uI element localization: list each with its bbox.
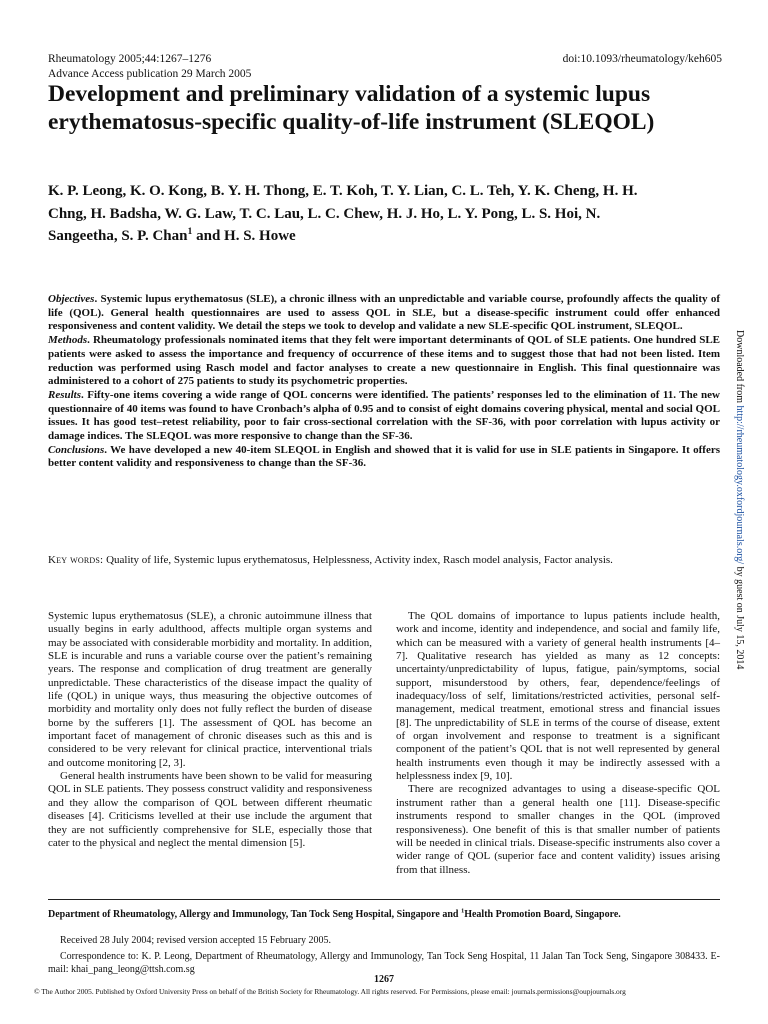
keywords-label: Key words: bbox=[48, 554, 104, 566]
body-paragraph: Systemic lupus erythematosus (SLE), a chronic autoimmune illness that usually begins in early adulthood, affects multiple organ systems and may be associated with considerable morbidity and mortality. In addition, SLE is incurable and runs a variable course over the patient’s remaining years. The response and complication of drug treatment are generally unpredictable. These characteristics of the disease impact the quality of life (QOL) in unique ways, thus measuring the objective outcomes of morbidity and mortality only does not fully reflect the burden of disease borne by the sufferers [1]. The assessment of QOL has become an important facet of management of chronic diseases such as this and is considered to be very relevant for clinical practice, interventional trials and outcome monitoring [2, 3]. bbox=[48, 610, 373, 769]
objectives-text: Systemic lupus erythematosus (SLE), a chronic illness with an unpredictable and variable course, profoundly affects the quality of life (QOL). General health questionnaires are used to assess QOL in SLE, but a disease-specific instrument could offer enhanced responsiveness and content validity. We detail the steps we took to develop and validate a new SLE-specific QOL instrument, SLEQOL. bbox=[48, 293, 721, 333]
abstract bbox=[48, 293, 720, 471]
body-paragraph: The QOL domains of importance to lupus patients include health, work and income, identity and independence, and social and family life, which can be measured with a variety of general health instruments [4–7]. Qualitative research has yielded as many as 12 concepts: uncertainty/unpredictability of lupus, fatigue, pain/symptoms, social support, misunderstood by others, fear, dependence/feelings of inadequacy/loss of self, limitations/restricted activities, personal self-management, medical treatment, emotional stress and financial issues [8]. The unpredictability of SLE in terms of the course of disease, extent of organ involvement and response to treatment is a significant component of the patient’s QOL that is not well represented by general health instruments even though it may be indirectly assessed with a helplessness index [9, 10]. bbox=[396, 610, 720, 783]
body-column-right bbox=[396, 610, 720, 877]
authors-tail: and H. S. Howe bbox=[192, 228, 296, 244]
received-dates: Received 28 July 2004; revised version accepted 15 February 2005. bbox=[60, 935, 332, 946]
results-label: Results bbox=[48, 388, 82, 401]
abstract-results: Results. Fifty-one items covering a wide range of QOL concerns were identified. The patients’ responses led to the elimination of 11. The new questionnaire of 40 items was found to have Cronbach’s alpha of 0.95 and to consist of eight domains covering physical, mental and social QOL issues. It has good test–retest reliability, poor to fair cross-sectional correlation with the SF-36, with poor correlation with lupus activity or damage indices. The SLEQOL was more responsive to change than the SF-36. bbox=[48, 388, 720, 443]
abstract-conclusions: Conclusions. We have developed a new 40-item SLEQOL in English and showed that it is valid for use in SLE patients in Singapore. It offers better content validity and responsiveness to change than the SF-36. bbox=[48, 443, 720, 470]
body-column-left bbox=[48, 610, 372, 850]
methods-text: Rheumatology professionals nominated items that they felt were important determinants of QOL of SLE patients. One hundred SLE patients were asked to assess the importance and frequency of occurrence of these items and to suggest those that had not been listed. Item reduction was performed using Rasch model and factor analyses to create a new questionnaire in English. This final questionnaire was administered to a cohort of 275 patients to study its psychometric properties. bbox=[48, 334, 720, 388]
affiliation-tail: Health Promotion Board, Singapore. bbox=[464, 909, 621, 920]
author-list bbox=[48, 180, 648, 248]
footnote-divider bbox=[48, 899, 720, 900]
correspondence: Correspondence to: K. P. Leong, Department of Rheumatology, Allergy and Immunology, Tan Tock Seng Hospital, 11 Jalan Tan Tock Seng, Singapore 308433. E-mail: khai_pang_leong@ttsh.com.sg bbox=[48, 951, 720, 975]
objectives-label: Objectives bbox=[48, 293, 95, 305]
journal-citation: Rheumatology 2005;44:1267–1276 bbox=[48, 53, 212, 65]
watermark-prefix: Downloaded from bbox=[734, 330, 745, 406]
article-page bbox=[34, 0, 722, 1024]
page-number: 1267 bbox=[374, 974, 394, 985]
doi: doi:10.1093/rheumatology/keh605 bbox=[562, 53, 722, 65]
affiliation-mark: 1 bbox=[460, 907, 465, 915]
affiliation-text: Department of Rheumatology, Allergy and Immunology, Tan Tock Seng Hospital, Singapore and bbox=[48, 909, 461, 920]
keywords bbox=[48, 553, 720, 567]
download-watermark-text bbox=[733, 330, 745, 669]
abstract-methods: Methods. Rheumatology professionals nominated items that they felt were important determinants of QOL of SLE patients. One hundred SLE patients were asked to assess the importance and frequency of occurrence of these items and to suggest those that had not been listed. Item reduction was performed using Rasch model and factor analyses to create a new questionnaire in English. This final questionnaire was administered to a cohort of 275 patients to study its psychometric properties. bbox=[48, 334, 720, 388]
watermark-link[interactable]: http://rheumatology.oxfordjournals.org/ bbox=[734, 405, 745, 565]
article-title: Development and preliminary validation of a systemic lupus erythematosus-specific quality-of-life instrument (SLEQOL) bbox=[48, 81, 655, 135]
abstract-objectives: Objectives. Systemic lupus erythematosus (SLE), a chronic illness with an unpredictable and variable course, profoundly affects the quality of life (QOL). General health questionnaires are used to assess QOL in SLE, but a disease-specific instrument could offer enhanced responsiveness and content validity. We detail the steps we took to develop and validate a new SLE-specific QOL instrument, SLEQOL. bbox=[48, 293, 721, 333]
keywords-text: Quality of life, Systemic lupus erythematosus, Helplessness, Activity index, Rasch model analysis, Factor analysis. bbox=[106, 554, 613, 566]
results-text: Fifty-one items covering a wide range of QOL concerns were identified. The patients’ responses led to the elimination of 11. The new questionnaire of 40 items was found to have Cronbach’s alpha of 0.95 and to consist of eight domains covering physical, mental and social QOL issues. It has good test–retest reliability, poor to fair cross-sectional correlation with the SF-36, with poor correlation with lupus activity or damage indices. The SLEQOL was more responsive to change than the SF-36. bbox=[48, 388, 720, 443]
methods-label: Methods bbox=[48, 334, 88, 347]
conclusions-text: We have developed a new 40-item SLEQOL in English and showed that it is valid for use in SLE patients in Singapore. It offers better content validity and responsiveness to change than the SF-36. bbox=[48, 443, 720, 470]
body-paragraph: General health instruments have been shown to be valid for measuring QOL in SLE patients. They possess construct validity and responsiveness and they allow the comparison of QOL between different rheumatic diseases [4]. Criticisms levelled at their use include the argument that they are not sufficiently comprehensive for SLE, especially those that cater to the physical and neglect the mental dimension [5]. bbox=[48, 770, 372, 849]
authors-text: K. P. Leong, K. O. Kong, B. Y. H. Thong, E. T. Koh, T. Y. Lian, C. L. Teh, Y. K. Cheng, H. H. Chng, H. Badsha, W. G. Law, T. C. Lau, L. C. Chew, H. J. Ho, L. Y. Pong, L. S. Hoi, N. Sangeetha, S. P. Chan bbox=[48, 183, 638, 244]
copyright-footer: © The Author 2005. Published by Oxford University Press on behalf of the British Society for Rheumatology. All rights reserved. For Permissions, please email: journals.permissions@oupjournals.org bbox=[34, 987, 626, 996]
conclusions-label: Conclusions bbox=[48, 443, 105, 456]
advance-access-line: Advance Access publication 29 March 2005 bbox=[48, 68, 252, 80]
authors-affiliation-mark: 1 bbox=[187, 226, 193, 237]
body-paragraph: There are recognized advantages to using a disease-specific QOL instrument rather than a general health one [11]. Disease-specific instruments respond to smaller changes in the QOL (improved responsiveness). One benefit of this is that smaller number of patients will be needed in clinical trials. Disease-specific instruments also cover a wider range of QOL (superior face and content validity) issues arising from that illness. bbox=[396, 783, 720, 876]
affiliation bbox=[48, 908, 720, 921]
watermark-suffix: by guest on July 15, 2014 bbox=[734, 564, 745, 670]
journal-header bbox=[48, 52, 251, 82]
